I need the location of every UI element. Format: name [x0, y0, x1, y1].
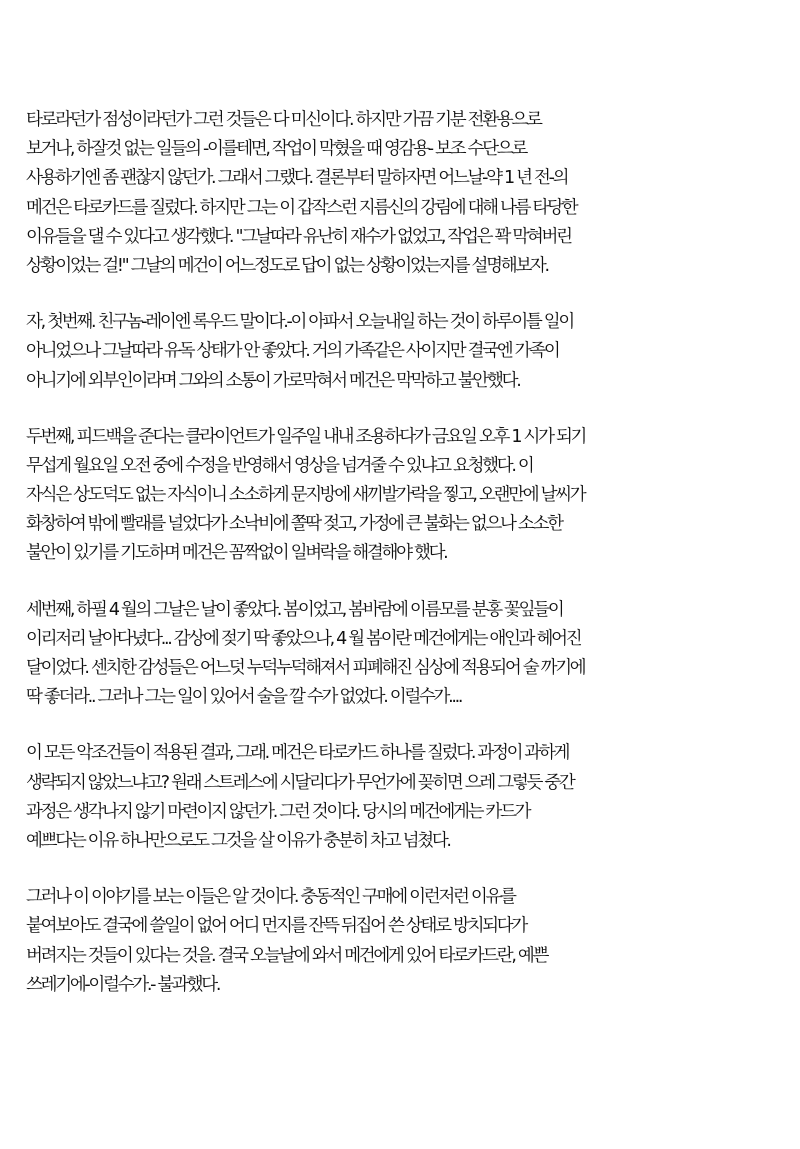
text-line: 세번째, 하필 4 월의 그날은 날이 좋았다. 봄이었고, 봄바람에 이름모를 분홍 꽃잎들이 — [26, 599, 563, 620]
text-line: 상황이었는 걸!" 그날의 메건이 어느정도로 답이 없는 상황이었는지를 설명해보자. — [26, 255, 548, 276]
paragraph-1 — [26, 106, 800, 281]
text-line: 보거나, 하잘것 없는 일들의 -이를테면, 작업이 막혔을 때 영감용- 보조 수단으로 — [26, 139, 526, 160]
text-line: 그러나 이 이야기를 보는 이들은 알 것이다. 충동적인 구매에 이런저런 이유를 — [26, 887, 515, 908]
text-line: 생략되지 않았느냐고? 원래 스트레스에 시달리다가 무언가에 꽂히면 으레 그렇듯 중간 — [26, 772, 574, 793]
text-line: 아니었으나 그날따라 유독 상태가 안 좋았다. 거의 가족같은 사이지만 결국엔 가족이 — [26, 341, 559, 362]
text-line: 예쁘다는 이유 하나만으로도 그것을 살 이유가 충분히 차고 넘쳤다. — [26, 830, 450, 851]
text-line: 자, 첫번째. 친구놈-레이엔 록우드 말이다.-이 아파서 오늘내일 하는 것이 하루이틀 일이 — [26, 312, 574, 333]
text-line: 자식은 상도덕도 없는 자식이니 소소하게 문지방에 새끼발가락을 찧고, 오랜만에 날씨가 — [26, 485, 585, 506]
text-line: 사용하기엔 좀 괜찮지 않던가. 그래서 그랬다. 결론부터 말하자면 어느날-약 1 년 전-의 — [26, 168, 568, 189]
paragraph-5 — [26, 739, 800, 856]
text-line: 이리저리 날아다녔다... 감상에 젖기 딱 좋았으나, 4 월 봄이란 메건에게는 애인과 헤어진 — [26, 628, 581, 649]
text-line: 아니기에 외부인이라며 그와의 소통이 가로막혀서 메건은 막막하고 불안했다. — [26, 370, 520, 391]
text-line: 버려지는 것들이 있다는 것을. 결국 오늘날에 와서 메건에게 있어 타로카드란, 예쁜 — [26, 945, 548, 966]
paragraph-6 — [26, 883, 800, 1000]
paragraph-2 — [26, 308, 800, 396]
text-line: 쓰레기에-이럴수가.- 불과했다. — [26, 974, 220, 995]
text-line: 두번째, 피드백을 준다는 클라이언트가 일주일 내내 조용하다가 금요일 오후 1 시가 되기 — [26, 426, 586, 447]
text-line: 이유들을 댈 수 있다고 생각했다. "그날따라 유난히 재수가 없었고, 작업은 꽉 막혀버린 — [26, 226, 571, 247]
text-line: 달이었다. 센치한 감성들은 어느덧 누덕누덕해져서 피폐해진 심상에 적용되어 술 까기에 — [26, 658, 585, 678]
text-line: 타로라던가 점성이라던가 그런 것들은 다 미신이다. 하지만 가끔 기분 전환용으로 — [26, 110, 541, 130]
text-line: 이 모든 악조건들이 적용된 결과, 그래. 메건은 타로카드 하나를 질렀다. 과정이 과하게 — [26, 743, 569, 764]
text-line: 무섭게 월요일 오전 중에 수정을 반영해서 영상을 넘겨줄 수 있냐고 요청했다. 이 — [26, 455, 533, 476]
text-line: 불안이 있기를 기도하며 메건은 꼼짝없이 일벼락을 해결해야 했다. — [26, 543, 447, 564]
text-line: 딱 좋더라.. 그러나 그는 일이 있어서 술을 깔 수가 없었다. 이럴수가.... — [26, 687, 462, 708]
paragraph-3 — [26, 423, 800, 569]
text-line: 메건은 타로카드를 질렀다. 하지만 그는 이 갑작스런 지름신의 강림에 대해 나름 타당한 — [26, 197, 577, 218]
text-line: 붙여보아도 결국에 쓸일이 없어 어디 먼지를 잔뜩 뒤집어 쓴 상태로 방치되다가 — [26, 916, 526, 937]
paragraph-4 — [26, 596, 800, 713]
text-line: 과정은 생각나지 않기 마련이지 않던가. 그런 것이다. 당시의 메건에게는 카드가 — [26, 801, 530, 822]
text-line: 화창하여 밖에 빨래를 널었다가 소낙비에 쫄딱 젖고, 가정에 큰 불화는 없으나 소소한 — [26, 514, 562, 535]
